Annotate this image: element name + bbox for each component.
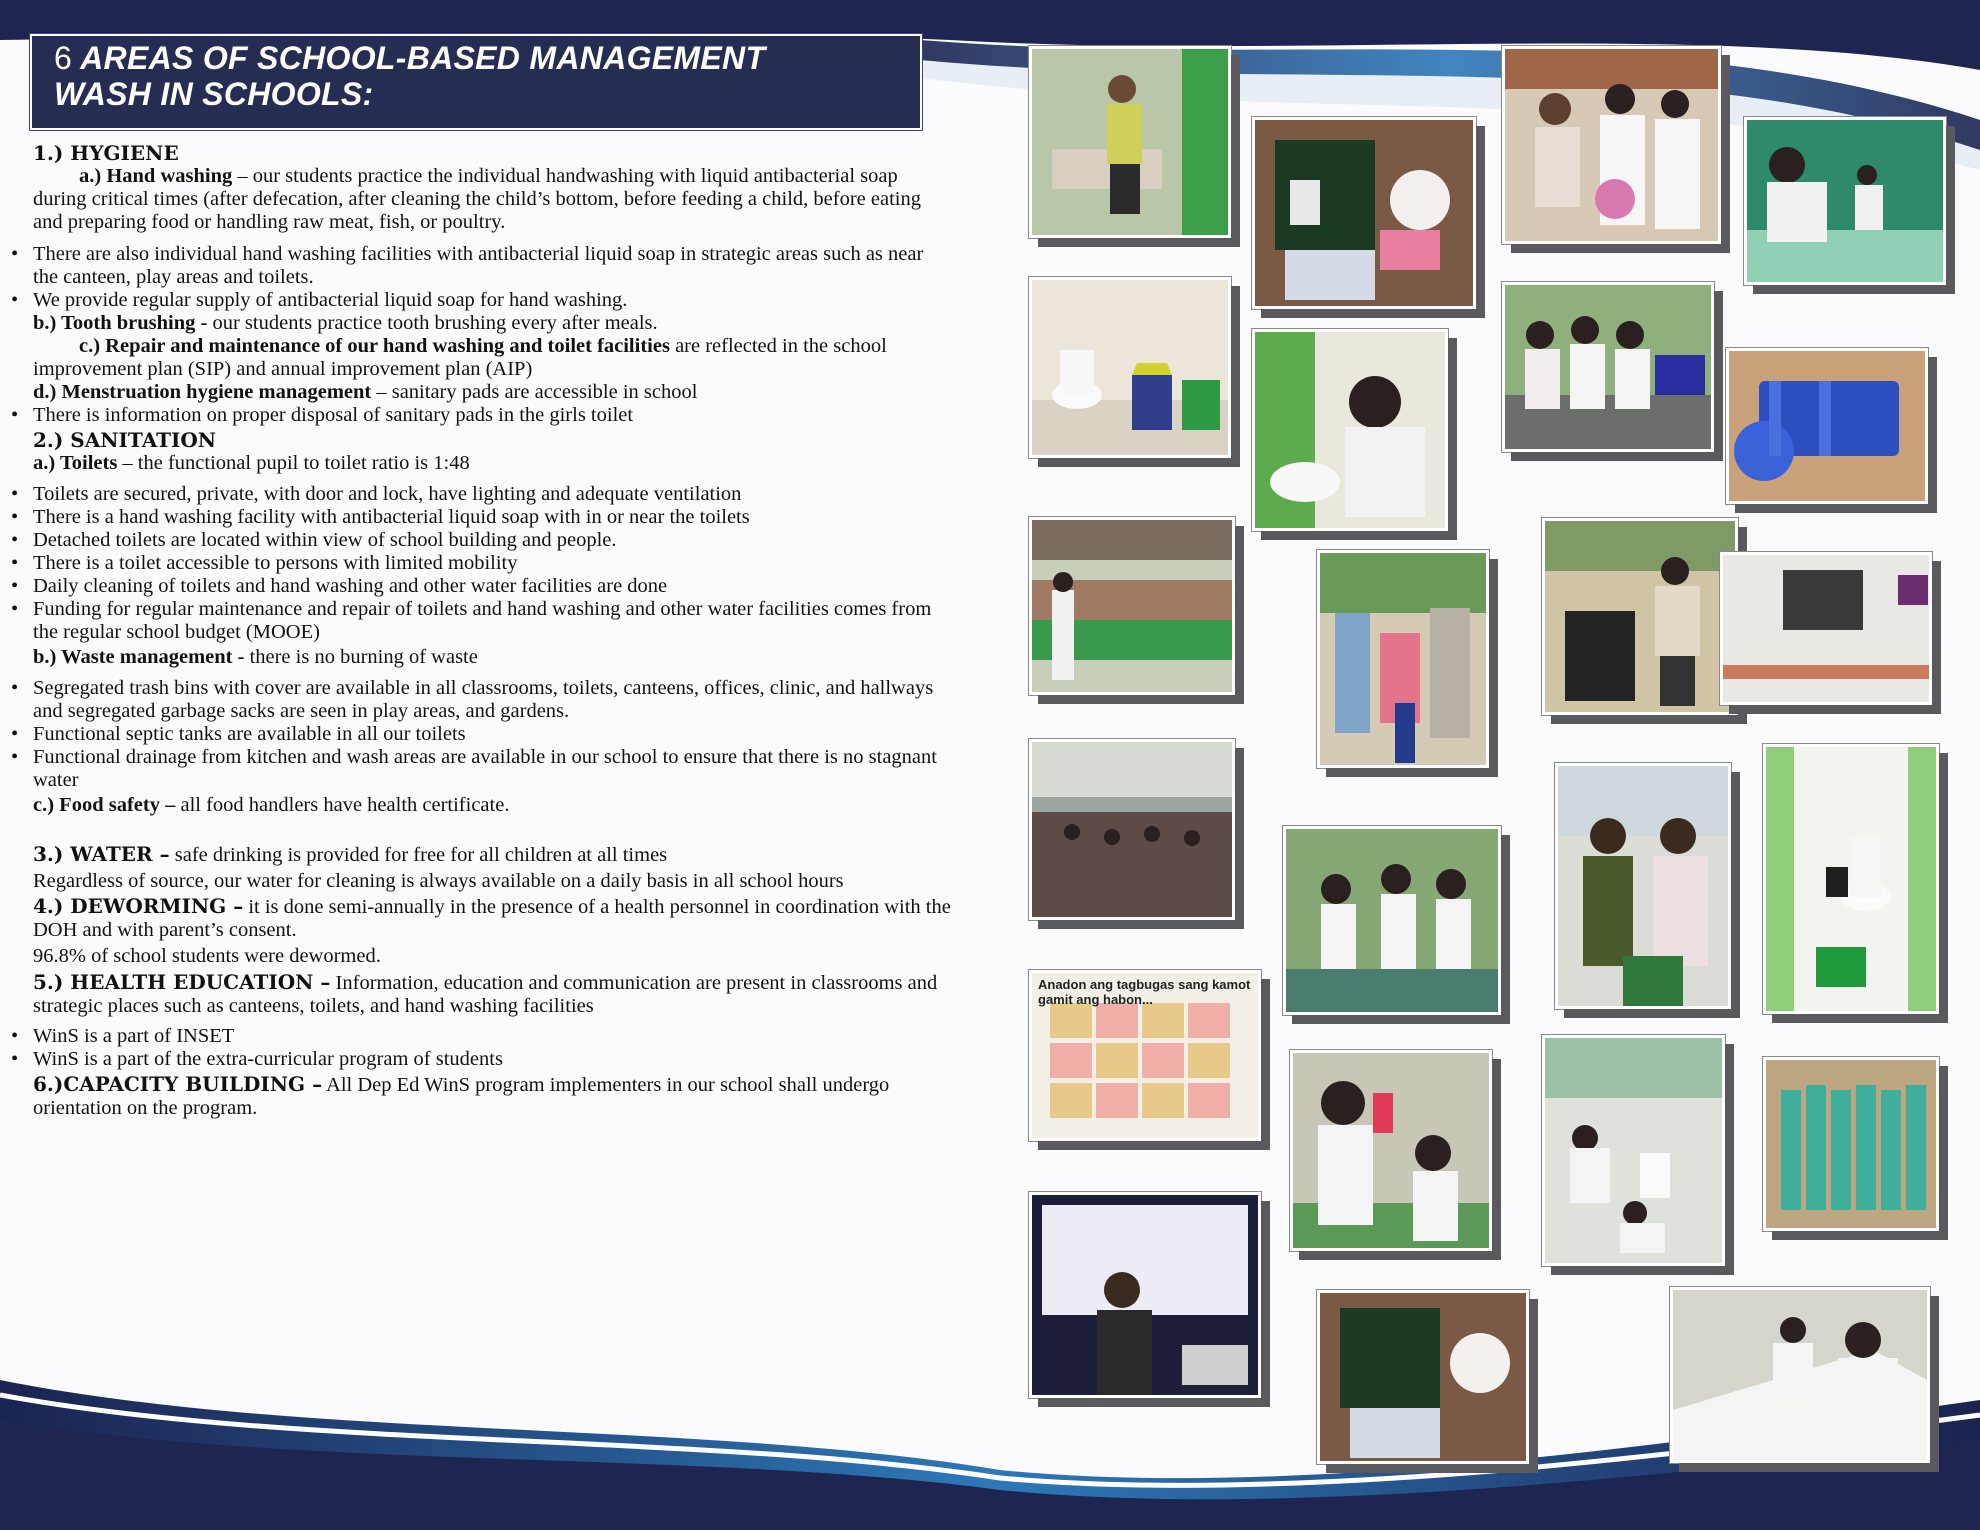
hygiene-d-label: d.) Menstruation hygiene management <box>33 381 372 403</box>
water-heading: 3.) WATER – <box>33 842 170 866</box>
title-banner <box>30 34 922 130</box>
sanitation-a-bullet: • Detached toilets are located within view of school building and people. <box>33 529 953 552</box>
title-text-1: AREAS OF SCHOOL-BASED MANAGEMENT <box>80 40 766 76</box>
health-education-line <box>33 971 953 1018</box>
sanitation-b <box>33 646 953 669</box>
hygiene-a-label: a.) Hand washing <box>79 165 233 187</box>
health-education-text: Information, education and communication are present in classrooms and strategic places such as canteens, toilets, and hand washing facilities <box>33 972 938 1017</box>
photo-water-containers <box>1726 348 1928 504</box>
sanitation-a-label: a.) Toilets <box>33 452 118 474</box>
sanitation-a-bullet: • Daily cleaning of toilets and hand washing and other water facilities are done <box>33 575 953 598</box>
photo-girl-toothbrushing <box>1252 329 1448 531</box>
title-number: 6 <box>54 40 73 76</box>
sanitation-a-bullet: • Funding for regular maintenance and repair of toilets and hand washing and other water facilities comes from the regular school budget (MOOE) <box>33 598 953 644</box>
deworming-text: it is done semi-annually in the presence of a health personnel in coordination with the DOH and with parent’s consent. <box>33 896 951 941</box>
hygiene-a-bullet: • We provide regular supply of antibacterial liquid soap for hand washing. <box>33 289 953 312</box>
deworming-heading: 4.) DEWORMING – <box>33 894 244 918</box>
photo-handwashing-station-demo <box>1542 518 1738 715</box>
hygiene-c-text: are reflected in the school improvement plan (SIP) and annual improvement plan (AIP) <box>33 335 887 380</box>
capacity-building-heading: 6.)CAPACITY BUILDING – <box>33 1072 323 1096</box>
photo-visitors-handwashing-station <box>1317 550 1489 768</box>
sanitation-a-bullet: • There is a toilet accessible to persons with limited mobility <box>33 552 953 575</box>
photo-boys-handwashing <box>1670 1287 1930 1463</box>
photo-two-teachers <box>1555 763 1731 1009</box>
photo-handwashing-poster <box>1029 970 1261 1141</box>
sanitation-heading: 2.) SANITATION <box>33 428 217 452</box>
hygiene-b-label: b.) Tooth brushing - <box>33 312 208 334</box>
health-education-heading: 5.) HEALTH EDUCATION – <box>33 970 331 994</box>
photo-girls-handwashing <box>1283 826 1501 1015</box>
capacity-building-text: All Dep Ed WinS program implementers in our school shall undergo orientation on the program. <box>33 1074 890 1119</box>
sanitation-b-bullet: • Functional drainage from kitchen and wash areas are available in our school to ensure that there is no stagnant water <box>33 746 953 792</box>
sanitation-a-bullet: • Toilets are secured, private, with door and lock, have lighting and adequate ventilation <box>33 483 953 506</box>
hygiene-b-text: our students practice tooth brushing every after meals. <box>207 312 658 334</box>
photo-soap-supplies-2 <box>1317 1290 1529 1464</box>
photo-soap-supplies <box>1252 117 1476 309</box>
photo-soap-bottles <box>1763 1057 1939 1231</box>
hygiene-c <box>33 335 953 381</box>
title-line-1 <box>54 40 765 77</box>
sanitation-a-bullet: • There is a hand washing facility with antibacterial liquid soap with in or near the toilets <box>33 506 953 529</box>
health-education-bullet: • WinS is a part of INSET <box>33 1025 953 1048</box>
sanitation-a-text: – the functional pupil to toilet ratio is 1:48 <box>117 452 470 474</box>
hygiene-a <box>33 165 953 234</box>
health-education-bullet: • WinS is a part of the extra-curricular program of students <box>33 1048 953 1071</box>
photo-classroom-audience <box>1029 739 1235 920</box>
photo-toilet-cleaning <box>1542 1035 1725 1266</box>
sanitation-c-text: all food handlers have health certificate. <box>175 794 510 816</box>
deworming-text-2: 96.8% of school students were dewormed. <box>33 945 381 967</box>
sanitation-a <box>33 452 953 475</box>
capacity-building-line <box>33 1073 953 1120</box>
photo-students-drinking <box>1290 1050 1492 1251</box>
photo-seminar <box>1029 517 1235 695</box>
photo-handwashing-man <box>1029 46 1231 238</box>
hygiene-d-text: – sanitary pads are accessible in school <box>371 381 698 403</box>
photo-students-handwash-line <box>1502 282 1714 452</box>
hygiene-c-label: c.) Repair and maintenance of our hand washing and toilet facilities <box>79 335 670 357</box>
photo-faucet-wall <box>1720 552 1932 705</box>
text-column <box>33 142 953 1120</box>
sanitation-b-bullet: • Functional septic tanks are available in all our toilets <box>33 723 953 746</box>
sanitation-c-label: c.) Food safety – <box>33 794 176 816</box>
water-text: safe drinking is provided for free for all children at all times <box>169 844 668 866</box>
sanitation-b-label: b.) Waste management - <box>33 646 245 668</box>
sanitation-b-text: there is no burning of waste <box>244 646 478 668</box>
photo-teachers-students <box>1502 46 1721 244</box>
photo-girls-toilet <box>1763 744 1939 1014</box>
sanitation-c <box>33 794 953 817</box>
water-line <box>33 843 953 867</box>
hygiene-a-text: – our students practice the individual handwashing with liquid antibacterial soap during critical times (after defecation, after cleaning the child’s bottom, before feeding a child, before eating and preparing food or handling raw meat, fish, or poultry. <box>33 165 921 233</box>
hygiene-b <box>33 312 953 335</box>
hygiene-heading: 1.) HYGIENE <box>33 141 179 165</box>
hygiene-d <box>33 381 953 404</box>
photo-sign-language-presentation <box>1029 1192 1261 1398</box>
deworming-line <box>33 895 953 942</box>
hygiene-a-bullet: • There are also individual hand washing facilities with antibacterial liquid soap in strategic areas such as near the canteen, play areas and toilets. <box>33 243 953 289</box>
photo-toilet-bins <box>1029 277 1231 458</box>
title-line-2: WASH IN SCHOOLS: <box>54 76 374 112</box>
sanitation-b-bullet: • Segregated trash bins with cover are available in all classrooms, toilets, canteens, offices, clinic, and hallways and segregated garbage sacks are seen in play areas, and gardens. <box>33 677 953 723</box>
poster-title: Anadon ang tagbugas sang kamot gamit ang habon... <box>1038 977 1251 1007</box>
water-text-2: Regardless of source, our water for cleaning is always available on a daily basis in all school hours <box>33 870 844 892</box>
hygiene-d-bullet: • There is information on proper disposal of sanitary pads in the girls toilet <box>33 404 953 427</box>
photo-boys-washing <box>1744 117 1946 285</box>
